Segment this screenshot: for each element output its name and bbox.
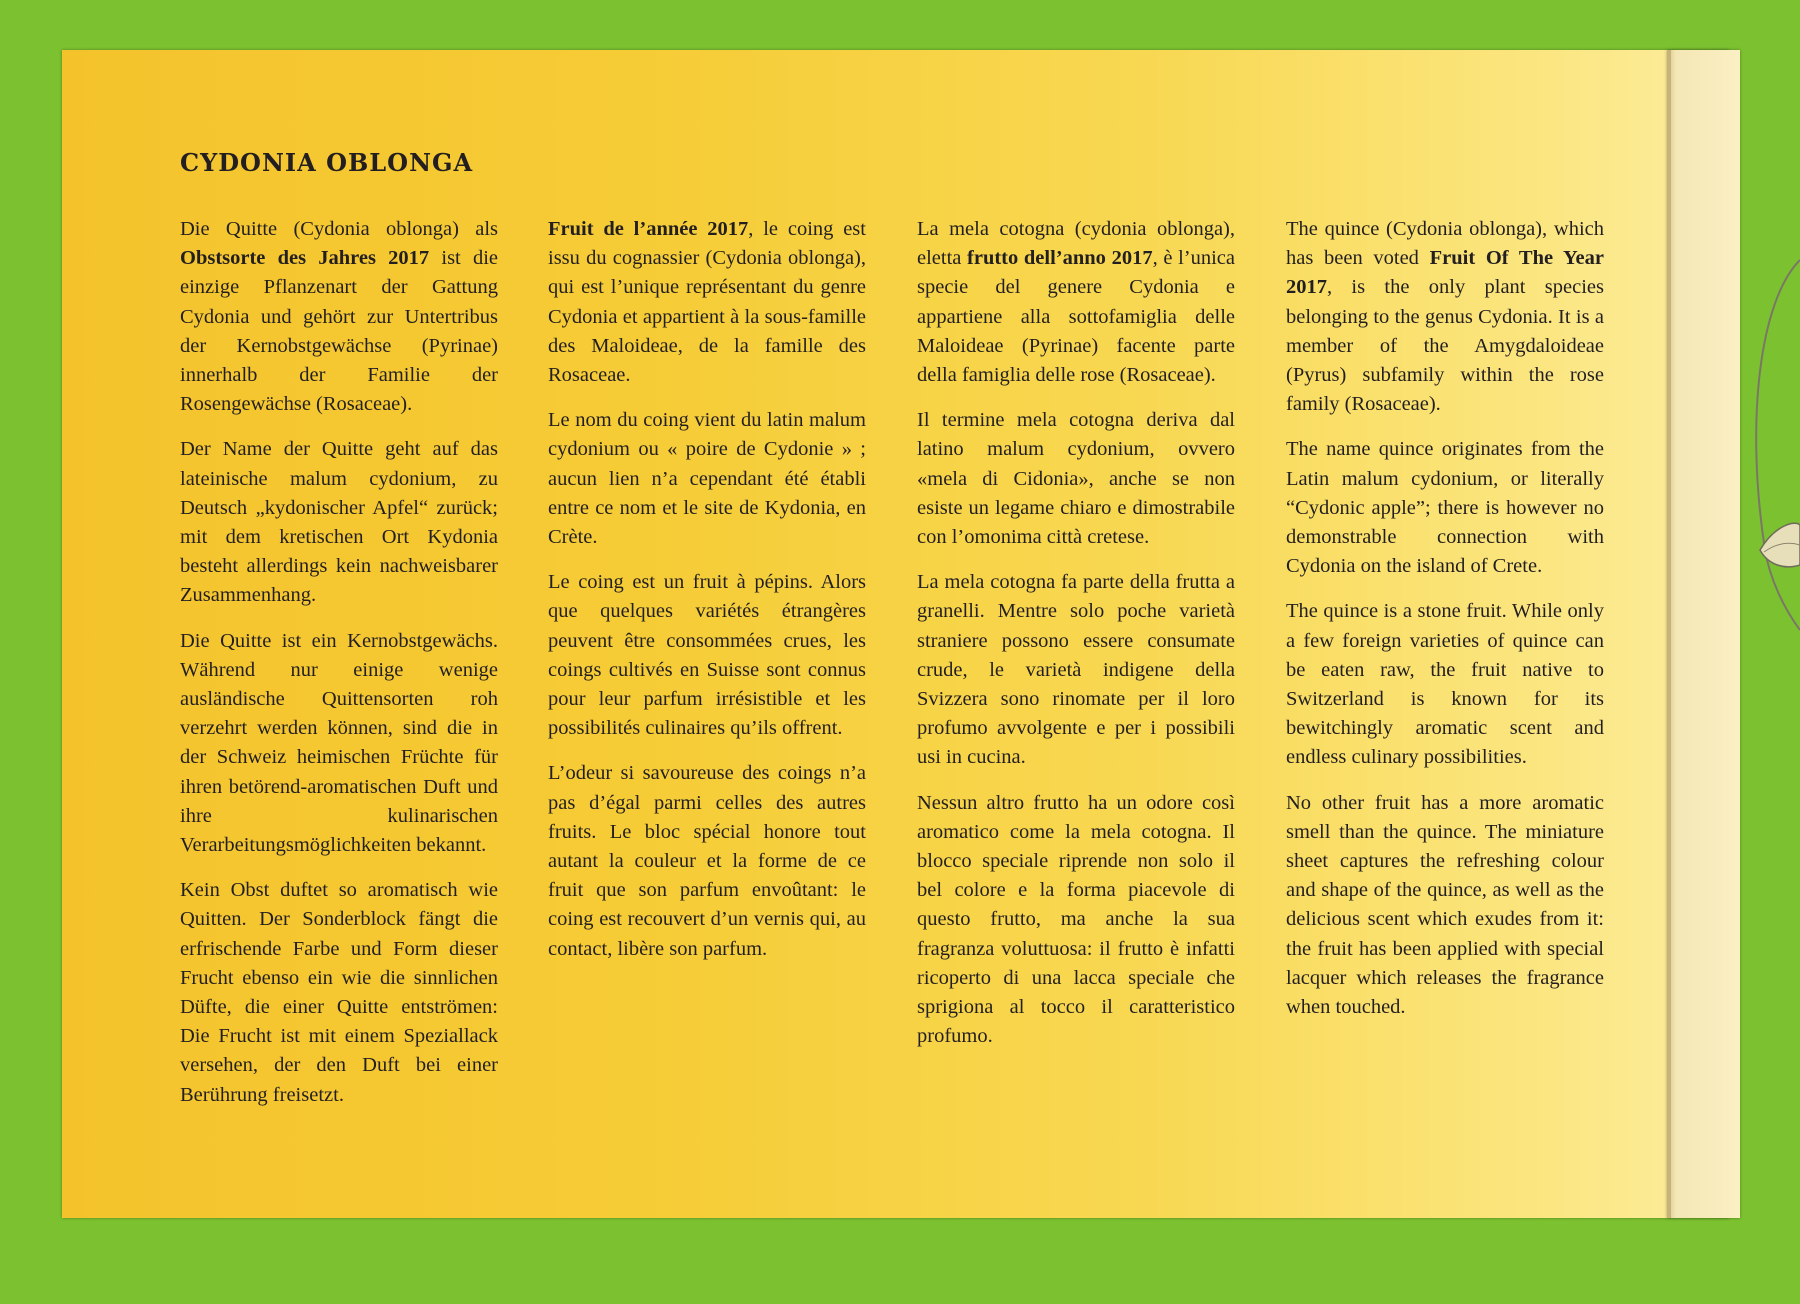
brochure-fold-panel <box>1667 50 1740 1218</box>
italian-paragraph-4: Nessun altro frutto ha un odore così aromatico come la mela cotogna. Il blocco speciale riprende non solo il bel colore e la forma piacevole di questo frutto, ma anche la sua fragranza voluttuosa: il frutto è infatti ricoperto di una lacca speciale che sprigiona al tocco il caratteristico profumo. <box>917 791 1235 1048</box>
german-paragraph-4: Kein Obst duftet so aromatisch wie Quitten. Der Sonderblock fängt die erfrischende Farbe und Form dieser Frucht ebenso ein wie die sinnlichen Düfte, die einer Quitte entströmen: Die Frucht ist mit einem Speziallack versehen, der den Duft bei einer Berührung freisetzt. <box>180 879 498 1106</box>
english-paragraph-4: No other fruit has a more aromatic smell than the quince. The miniature sheet captures the refreshing colour and shape of the quince, as well as the delicious scent which exudes from it: the fruit has been applied with special lacquer which releases the fragrance when touched. <box>1286 791 1604 1019</box>
german-paragraph-2: Der Name der Quitte geht auf das lateinische malum cydonium, zu Deutsch „kydonischer Apfel“ zurück; mit dem kretischen Ort Kydonia besteht allerdings kein nachweisbarer Zusammenhang. <box>180 438 498 607</box>
italian-paragraph-3: La mela cotogna fa parte della frutta a granelli. Mentre solo poche varietà straniere possono essere consumate crude, le varietà indigene della Svizzera sono rinomate per il loro profumo avvolgente e per i possibili usi in cucina. <box>917 571 1235 769</box>
english-highlight: Fruit Of The Year 2017 <box>1286 247 1604 299</box>
english-paragraph-2: The name quince originates from the Latin malum cydonium, or literally “Cydonic apple”; there is however no demonstrable connection with Cydonia on the island of Crete. <box>1286 438 1604 578</box>
french-paragraph-1: Fruit de l’année 2017, le coing est issu du cognassier (Cydonia oblonga), qui est l’unique représentant du genre Cydonia et appartient à la sous-famille des Maloideae, de la famille des Rosaceae. <box>548 218 866 387</box>
french-paragraph-3: Le coing est un fruit à pépins. Alors que quelques variétés étrangères peuvent être consommées crues, les coings cultivés en Suisse sont connus pour leur parfum irrésistible et les possibilités culinaires qu’ils offrent. <box>548 571 866 740</box>
page-title: CYDONIA OBLONGA <box>180 148 474 177</box>
italian-paragraph-1: La mela cotogna (cydonia oblonga), eletta frutto dell’anno 2017, è l’unica specie del genere Cydonia e appartiene alla sottofamiglia delle Maloideae (Pyrinae) facente parte della famiglia delle rose (Rosaceae). <box>917 218 1236 387</box>
italian-text-column <box>917 215 1235 1067</box>
french-highlight: Fruit de l’année 2017 <box>548 218 749 240</box>
italian-highlight: frutto dell’anno 2017 <box>967 247 1153 270</box>
english-paragraph-1: The quince (Cydonia oblonga), which has been voted Fruit Of The Year 2017, is the only plant species belonging to the genus Cydonia. It is a member of the Amygdaloideae (Pyrus) subfamily within the rose family (Rosaceae). <box>1286 218 1604 416</box>
german-highlight: Obstsorte des Jahres 2017 <box>180 247 430 270</box>
french-paragraph-2: Le nom du coing vient du latin malum cydonium ou « poire de Cydonie » ; aucun lien n’a cependant été établi entre ce nom et le site de Kydonia, en Crète. <box>548 409 866 549</box>
german-text-column <box>180 215 498 1126</box>
german-paragraph-3: Die Quitte ist ein Kernobstgewächs. Während nur einige wenige ausländische Quittensorten roh verzehrt werden können, sind die in der Schweiz heimischen Früchte für ihren betörend-aromatischen Duft und ihre kulinarischen Verarbeitungsmöglichkeiten bekannt. <box>180 629 498 857</box>
english-text-column <box>1286 215 1604 1038</box>
german-paragraph-1: Die Quitte (Cydonia oblonga) als Obstsorte des Jahres 2017 ist die einzige Pflanzenart der Gattung Cydonia und gehört zur Untertribus der Kernobstgewächse (Pyrinae) innerhalb der Familie der Rosengewächse (Rosaceae). <box>180 218 498 416</box>
french-paragraph-4: L’odeur si savoureuse des coings n’a pas d’égal parmi celles des autres fruits. Le bloc spécial honore tout autant la couleur et la forme de ce fruit que son parfum envoûtant: le coing est recouvert d’un vernis qui, au contact, libère son parfum. <box>548 762 866 960</box>
quince-sketch-illustration <box>1740 220 1800 640</box>
french-text-column <box>548 215 866 980</box>
english-paragraph-3: The quince is a stone fruit. While only a few foreign varieties of quince can be eaten raw, the fruit native to Switzerland is known for its bewitchingly aromatic scent and endless culinary possibilities. <box>1286 600 1604 769</box>
italian-paragraph-2: Il termine mela cotogna deriva dal latino malum cydonium, ovvero «mela di Cidonia», anche se non esiste un legame chiaro e dimostrabile con l’omonima città cretese. <box>917 409 1235 549</box>
